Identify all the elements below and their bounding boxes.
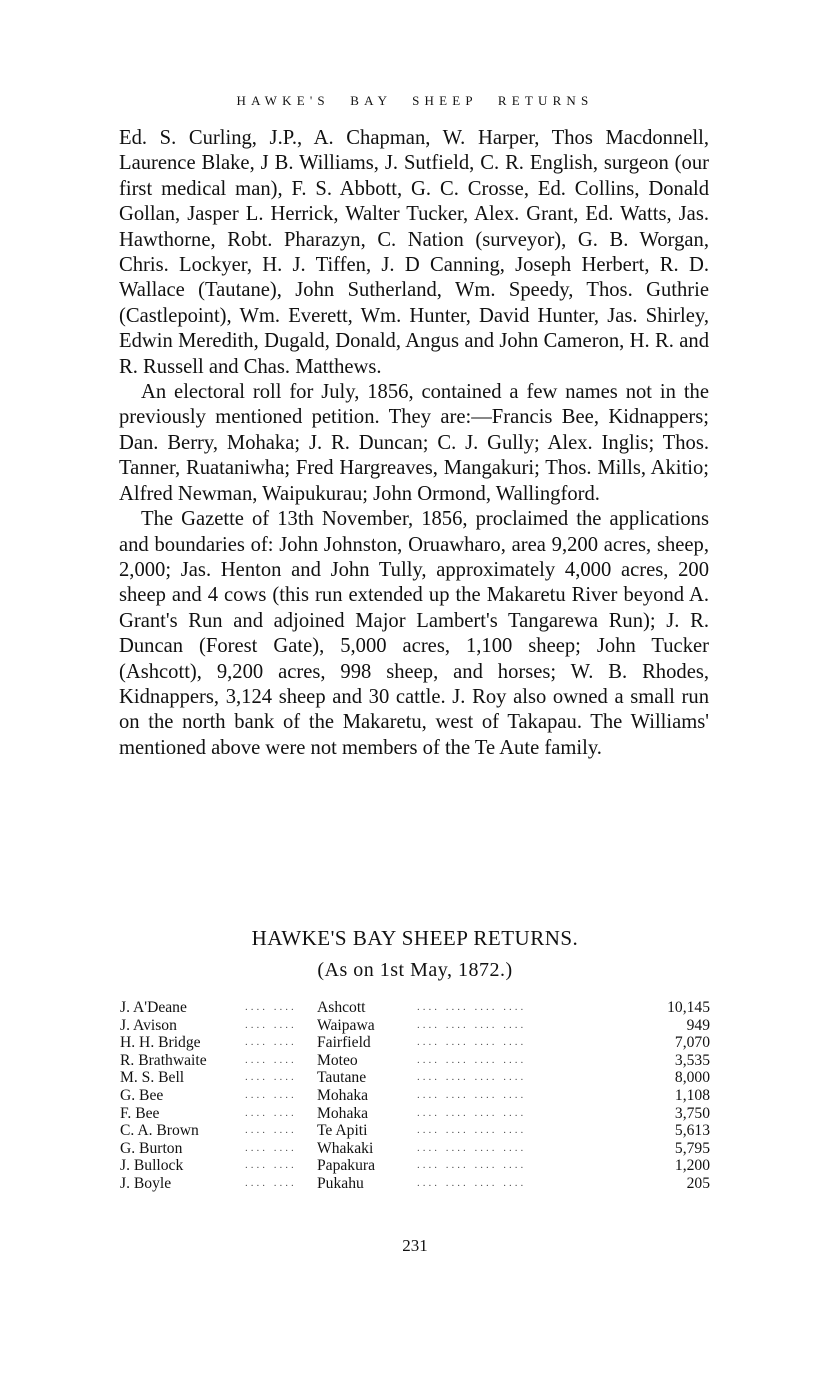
- running-head: HAWKE'S BAY SHEEP RETURNS: [236, 93, 594, 108]
- leader-dots: .... .... .... ....: [417, 1106, 527, 1119]
- sheep-count-cell: 1,200: [674, 1157, 710, 1175]
- page-number: 231: [402, 1236, 428, 1255]
- owner-cell: J. Bullock: [120, 1157, 184, 1175]
- table-row: [120, 1052, 710, 1070]
- table-row: [120, 1140, 710, 1158]
- sheep-count-cell: 1,108: [674, 1086, 710, 1104]
- owner-cell: F. Bee: [120, 1104, 160, 1122]
- body-text: [119, 126, 709, 761]
- owner-cell: G. Bee: [120, 1086, 164, 1104]
- section-subtitle: (As on 1st May, 1872.): [317, 959, 513, 981]
- table-row: [120, 1069, 710, 1087]
- leader-dots: .... .... .... ....: [417, 1176, 527, 1189]
- leader-dots: .... ....: [245, 1018, 297, 1031]
- station-cell: Whakaki: [317, 1139, 374, 1157]
- table-row: [120, 1017, 710, 1035]
- leader-dots: .... .... .... ....: [417, 1071, 527, 1084]
- sheep-count-cell: 205: [686, 1174, 710, 1192]
- sheep-count-cell: 5,795: [674, 1139, 710, 1157]
- leader-dots: .... ....: [245, 1176, 297, 1189]
- station-cell: Tautane: [317, 1069, 367, 1087]
- station-cell: Mohaka: [317, 1104, 369, 1122]
- sheep-returns-body: [120, 999, 710, 1193]
- paragraph-gazette: The Gazette of 13th November, 1856, proclaimed the applications and boundaries of: John Johnston, Oruawharo, area 9,200 acres, sheep, 2,000; Jas. Henton and John Tully, approximately 4,000 acres, 200 sheep and 4 cows (this run extended up the Makaretu River beyond A. Grant's Run and adjoined Major Lambert's Tangarewa Run); J. R. Duncan (Forest Gate), 5,000 acres, 1,100 sheep; John Tucker (Ashcott), 9,200 acres, 998 sheep, and horses; W. B. Rhodes, Kidnappers, 3,124 sheep and 30 cattle. J. Roy also owned a small run on the north bank of the Makaretu, west of Takapau. The Williams' mentioned above were not members of the Te Aute family.: [119, 508, 709, 759]
- sheep-count-cell: 10,145: [667, 999, 710, 1016]
- station-cell: Pukahu: [317, 1174, 364, 1192]
- leader-dots: .... ....: [245, 1036, 297, 1049]
- owner-cell: R. Brathwaite: [120, 1051, 207, 1069]
- paragraph-electoral-roll: An electoral roll for July, 1856, contained a few names not in the previously mentioned petition. They are:—Francis Bee, Kidnappers; Dan. Berry, Mohaka; J. R. Duncan; C. J. Gully; Alex. Inglis; Thos. Tanner, Ruataniwha; Fred Hargreaves, Mangakuri; Thos. Mills, Akitio; Alfred Newman, Waipukurau; John Ormond, Wallingford.: [119, 381, 709, 505]
- sheep-count-cell: 7,070: [674, 1034, 710, 1052]
- station-cell: Mohaka: [317, 1086, 369, 1104]
- sheep-count-cell: 3,535: [674, 1051, 710, 1069]
- station-cell: Papakura: [317, 1157, 376, 1175]
- leader-dots: .... .... .... ....: [417, 1018, 527, 1031]
- table-row: [120, 1087, 710, 1105]
- station-cell: Waipawa: [317, 1016, 375, 1034]
- table-row: [120, 1157, 710, 1175]
- sheep-count-cell: 3,750: [674, 1104, 710, 1122]
- sheep-count-cell: 949: [686, 1016, 710, 1034]
- leader-dots: .... ....: [245, 1159, 297, 1172]
- owner-cell: G. Burton: [120, 1139, 183, 1157]
- leader-dots: .... ....: [245, 1088, 297, 1101]
- sheep-count-cell: 5,613: [674, 1122, 710, 1140]
- owner-cell: H. H. Bridge: [120, 1034, 201, 1052]
- leader-dots: .... .... .... ....: [417, 1141, 527, 1154]
- leader-dots: .... .... .... ....: [417, 1001, 527, 1013]
- leader-dots: .... .... .... ....: [417, 1036, 527, 1049]
- station-cell: Ashcott: [317, 999, 366, 1016]
- station-cell: Moteo: [317, 1051, 358, 1069]
- leader-dots: .... ....: [245, 1001, 297, 1013]
- owner-cell: J. Avison: [120, 1016, 177, 1034]
- sheep-count-cell: 8,000: [674, 1069, 710, 1087]
- station-cell: Fairfield: [317, 1034, 371, 1052]
- table-row: [120, 1034, 710, 1052]
- paragraph-petition-names: Ed. S. Curling, J.P., A. Chapman, W. Harper, Thos Macdonnell, Laurence Blake, J B. Williams, J. Sutfield, C. R. English, surgeon (our first medical man), F. S. Abbott, G. C. Crosse, Ed. Collins, Donald Gollan, Jasper L. Herrick, Walter Tucker, Alex. Grant, Ed. Watts, Jas. Hawthorne, Robt. Pharazyn, C. Nation (surveyor), G. B. Worgan, Chris. Lockyer, H. J. Tiffen, J. D Canning, Joseph Herbert, R. D. Wallace (Tautane), John Sutherland, Wm. Speedy, Thos. Guthrie (Castlepoint), Wm. Everett, Wm. Hunter, David Hunter, Jas. Shirley, Edwin Meredith, Dugald, Donald, Angus and John Cameron, H. R. and R. Russell and Chas. Matthews.: [119, 127, 709, 378]
- leader-dots: .... .... .... ....: [417, 1053, 527, 1066]
- leader-dots: .... ....: [245, 1071, 297, 1084]
- leader-dots: .... ....: [245, 1053, 297, 1066]
- owner-cell: J. A'Deane: [120, 999, 187, 1016]
- table-row: [120, 1175, 710, 1193]
- leader-dots: .... .... .... ....: [417, 1088, 527, 1101]
- leader-dots: .... ....: [245, 1124, 297, 1137]
- leader-dots: .... .... .... ....: [417, 1159, 527, 1172]
- sheep-returns-table: [120, 999, 710, 1193]
- station-cell: Te Apiti: [317, 1122, 368, 1140]
- leader-dots: .... .... .... ....: [417, 1124, 527, 1137]
- owner-cell: M. S. Bell: [120, 1069, 185, 1087]
- table-row: [120, 1122, 710, 1140]
- leader-dots: .... ....: [245, 1106, 297, 1119]
- table-row: [120, 999, 710, 1017]
- owner-cell: C. A. Brown: [120, 1122, 199, 1140]
- owner-cell: J. Boyle: [120, 1174, 172, 1192]
- table-row: [120, 1105, 710, 1123]
- leader-dots: .... ....: [245, 1141, 297, 1154]
- section-title: HAWKE'S BAY SHEEP RETURNS.: [251, 926, 579, 950]
